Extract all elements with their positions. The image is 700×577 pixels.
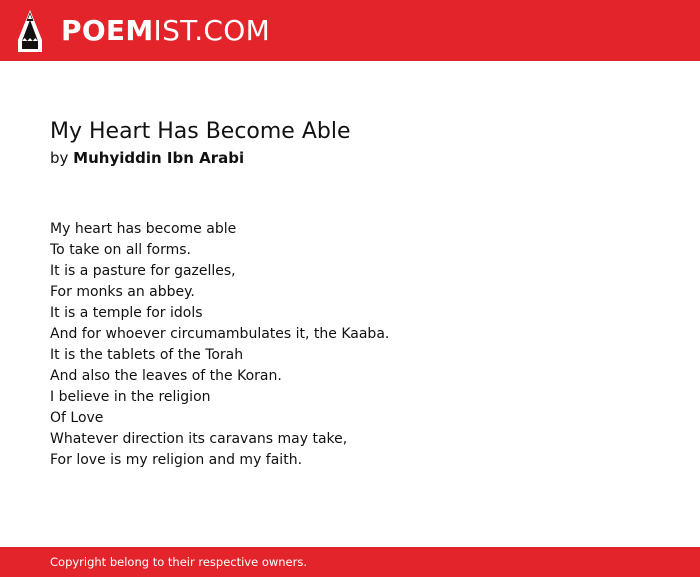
poem-line: To take on all forms. <box>50 242 192 258</box>
poem-line: And also the leaves of the Koran. <box>50 368 282 384</box>
poem-body <box>50 219 650 471</box>
site-logo-text <box>61 13 271 47</box>
poem-line: Of Love <box>50 410 104 426</box>
poem-byline <box>50 148 650 168</box>
poem-line: It is the tablets of the Torah <box>50 347 244 363</box>
site-header <box>0 0 700 61</box>
poem-line: It is a pasture for gazelles, <box>50 263 236 279</box>
poem-line: I believe in the religion <box>50 389 211 405</box>
poem-line: And for whoever circumambulates it, the Kaaba. <box>50 326 390 342</box>
poem-line: It is a temple for idols <box>50 305 203 321</box>
poem-line: My heart has become able <box>50 221 237 237</box>
logo-text-light: IST.COM <box>153 13 271 47</box>
site-footer <box>0 547 700 577</box>
poem-line: For monks an abbey. <box>50 284 195 300</box>
author-link[interactable]: Muhyiddin Ibn Arabi <box>73 149 245 167</box>
logo-text-bold: POEM <box>61 13 154 47</box>
poem-line: Whatever direction its caravans may take, <box>50 431 348 447</box>
poem-line: For love is my religion and my faith. <box>50 452 303 468</box>
poem-title: My Heart Has Become Able <box>50 119 351 144</box>
byline-prefix: by <box>50 149 74 167</box>
poem-header <box>50 117 650 168</box>
copyright-text: Copyright belong to their respective owners. <box>50 555 308 569</box>
pen-nib-icon <box>18 10 42 52</box>
site-logo-link[interactable] <box>18 10 270 52</box>
